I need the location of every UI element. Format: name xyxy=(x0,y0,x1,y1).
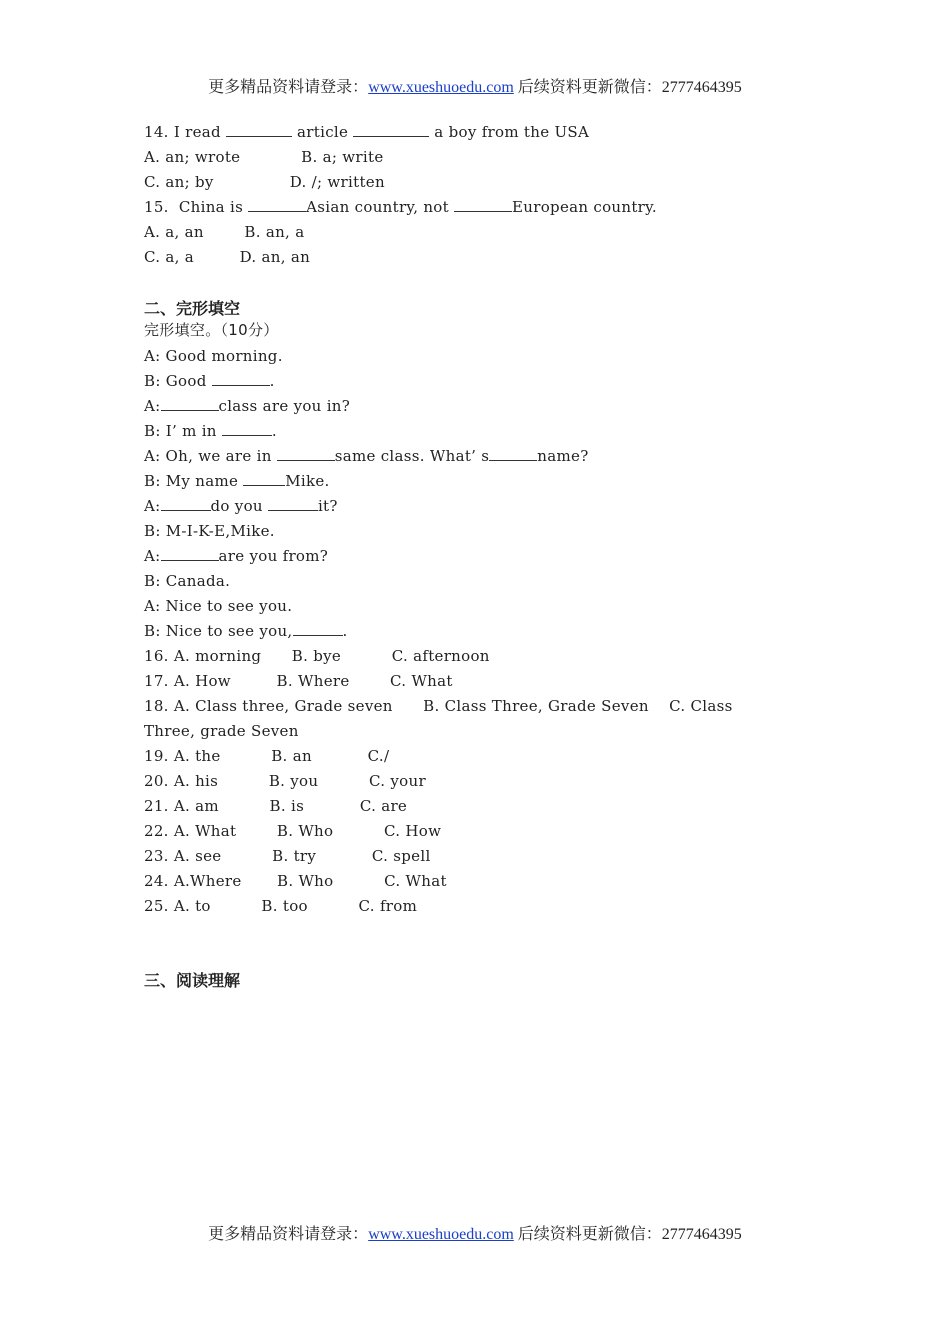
footer-suffix: 后续资料更新微信：2777464395 xyxy=(513,1226,742,1243)
question-19: 19. A. the B. an C./ xyxy=(144,747,390,765)
blank xyxy=(353,122,429,137)
blank xyxy=(161,396,219,411)
d7a: A: xyxy=(144,497,161,515)
blank xyxy=(268,496,318,511)
dialogue-line-10: B: Canada. xyxy=(144,572,231,590)
dialogue-line-7 xyxy=(144,496,338,516)
d3b: class are you in? xyxy=(218,397,351,415)
blank xyxy=(243,471,285,486)
question-15 xyxy=(144,197,657,217)
d12b: . xyxy=(342,622,348,640)
dialogue-line-1: A: Good morning. xyxy=(144,347,283,365)
d4b: . xyxy=(271,422,277,440)
dialogue-line-3 xyxy=(144,396,350,416)
dialogue-line-11: A: Nice to see you. xyxy=(144,597,293,615)
question-14 xyxy=(144,122,589,142)
blank xyxy=(454,197,512,212)
section-2-subtitle: 完形填空。（10分） xyxy=(144,321,279,339)
footer-link[interactable]: www.xueshuoedu.com xyxy=(368,1226,514,1243)
question-22: 22. A. What B. Who C. How xyxy=(144,822,442,840)
d4a: B: I’ m in xyxy=(144,422,222,440)
blank xyxy=(222,421,272,436)
q14-options-ab: A. an; wrote B. a; write xyxy=(144,148,384,166)
d2a: B: Good xyxy=(144,372,212,390)
question-25: 25. A. to B. too C. from xyxy=(144,897,418,915)
d7c: it? xyxy=(317,497,338,515)
section-3-title: 三、阅读理解 xyxy=(144,971,241,990)
header-link[interactable]: www.xueshuoedu.com xyxy=(368,79,514,96)
section-2-title: 二、完形填空 xyxy=(144,299,241,318)
question-16: 16. A. morning B. bye C. afternoon xyxy=(144,647,490,665)
dialogue-line-6 xyxy=(144,471,330,491)
question-18: 18. A. Class three, Grade seven B. Class Three, Grade Seven C. Class xyxy=(144,697,733,715)
dialogue-line-2 xyxy=(144,371,275,391)
d7b: do you xyxy=(210,497,268,515)
d12a: B: Nice to see you, xyxy=(144,622,293,640)
question-17: 17. A. How B. Where C. What xyxy=(144,672,453,690)
dialogue-line-12 xyxy=(144,621,348,641)
blank xyxy=(226,122,292,137)
page-footer xyxy=(0,1221,950,1244)
dialogue-line-5 xyxy=(144,446,589,466)
q15-stem-c: European country. xyxy=(512,198,657,216)
d3a: A: xyxy=(144,397,161,415)
d5b: same class. What’ s xyxy=(334,447,490,465)
question-18-cont: Three, grade Seven xyxy=(144,722,299,740)
dialogue-line-8: B: M-I-K-E,Mike. xyxy=(144,522,275,540)
blank xyxy=(293,621,343,636)
blank xyxy=(161,496,211,511)
page-header xyxy=(0,74,950,97)
blank xyxy=(161,546,219,561)
d9b: are you from? xyxy=(218,547,329,565)
d5c: name? xyxy=(537,447,589,465)
d6a: B: My name xyxy=(144,472,244,490)
q14-options-cd: C. an; by D. /; written xyxy=(144,173,385,191)
dialogue-line-4 xyxy=(144,421,277,441)
blank xyxy=(277,446,335,461)
header-suffix: 后续资料更新微信：2777464395 xyxy=(513,79,742,96)
q15-options-cd: C. a, a D. an, an xyxy=(144,248,311,266)
d9a: A: xyxy=(144,547,161,565)
footer-prefix: 更多精品资料请登录： xyxy=(208,1226,369,1243)
d2b: . xyxy=(269,372,275,390)
d5a: A: Oh, we are in xyxy=(144,447,277,465)
q15-stem-a: 15. China is xyxy=(144,198,249,216)
question-23: 23. A. see B. try C. spell xyxy=(144,847,431,865)
blank xyxy=(489,446,537,461)
q14-stem-c: a boy from the USA xyxy=(429,123,590,141)
question-21: 21. A. am B. is C. are xyxy=(144,797,408,815)
dialogue-line-9 xyxy=(144,546,328,566)
question-24: 24. A.Where B. Who C. What xyxy=(144,872,447,890)
blank xyxy=(248,197,306,212)
q15-stem-b: Asian country, not xyxy=(306,198,455,216)
question-20: 20. A. his B. you C. your xyxy=(144,772,426,790)
q15-options-ab: A. a, an B. an, a xyxy=(144,223,305,241)
header-prefix: 更多精品资料请登录： xyxy=(208,79,369,96)
blank xyxy=(212,371,270,386)
q14-stem-a: 14. I read xyxy=(144,123,226,141)
q14-stem-b: article xyxy=(291,123,354,141)
d6b: Mike. xyxy=(285,472,330,490)
